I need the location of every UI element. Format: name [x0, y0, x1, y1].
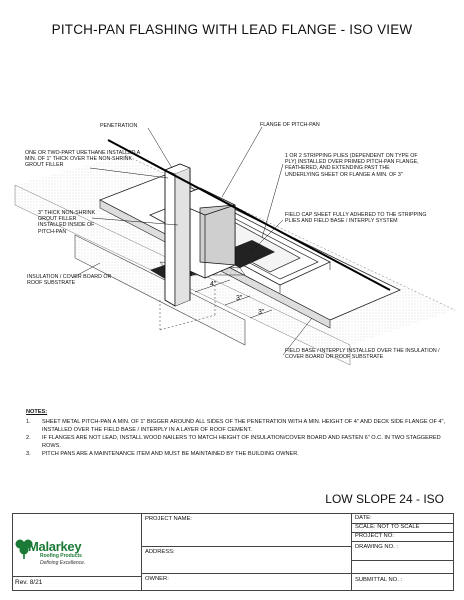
callout-penetration: PENETRATION [100, 123, 138, 129]
row-divider [351, 541, 453, 542]
note-number: 2. [26, 435, 31, 441]
dimension-label-4in: 4" [210, 281, 217, 288]
row-divider [141, 573, 351, 574]
callout-grout: 3" THICK NON-SHRINK GROUT FILLER INSTALLED INSIDE OF PITCH-PAN [38, 210, 96, 235]
row-divider [141, 546, 351, 547]
project-name-label: PROJECT NAME: [145, 516, 192, 522]
penetration-pipe [165, 164, 190, 306]
notes-section [26, 408, 446, 458]
row-divider [351, 573, 453, 574]
scale-label: SCALE: NOT TO SCALE [355, 524, 420, 530]
revision-label: Rev. 8/21 [15, 579, 43, 586]
logo-subtitle: Roofing Products [40, 553, 82, 559]
callout-insulation: INSULATION / COVER BOARD OR ROOF SUBSTRATE [27, 274, 112, 287]
row-divider [351, 560, 453, 561]
callout-stripping: 1 OR 2 STRIPPING PLIES (DEPENDENT ON TYPE OF PLY) INSTALLED OVER PRIMED PITCH-PAN FLANGE, FEATHERED, AND EXTENDING PAST THE UNDERLYING SHEET OR FLANGE A MIN. OF 3" [285, 153, 419, 178]
note-text: PITCH PANS ARE A MAINTENANCE ITEM AND MUST BE MAINTAINED BY THE BUILDING OWNER. [42, 451, 299, 457]
notes-header: NOTES: [26, 409, 48, 415]
note-item [26, 418, 446, 434]
callout-field-base: FIELD BASE / INTERPLY INSTALLED OVER THE INSULATION / COVER BOARD OR ROOF SUBSTRATE [285, 348, 440, 361]
date-label: DATE: [355, 515, 372, 521]
dimension-label-3in-a: 3" [236, 295, 243, 302]
note-text: SHEET METAL PITCH-PAN A MIN. OF 1" BIGGER AROUND ALL SIDES OF THE PENETRATION WITH A MIN. HEIGHT OF 4" AND DECK SIDE FLANGE OF 4", INSTALLED OVER THE FIELD BASE / INTERPLY IN A LAYER OF ROOF CEMENT. [42, 419, 446, 433]
drawing-title: PITCH-PAN FLASHING WITH LEAD FLANGE - ISO VIEW [51, 22, 413, 37]
callout-urethane: ONE OR TWO-PART URETHANE INSTALLED A MIN. OF 1" THICK OVER THE NON-SHRINK GROUT FILLER [25, 150, 140, 169]
logo-name: Malarkey [28, 539, 82, 554]
drawing-no-label: DRAWING NO. : [355, 544, 398, 550]
note-number: 3. [26, 451, 31, 457]
note-item [26, 450, 446, 458]
callout-flange: FLANGE OF PITCH-PAN [260, 122, 320, 128]
note-item [26, 434, 446, 450]
dimension-label-3in-b: 3" [258, 309, 265, 316]
address-label: ADDRESS: [145, 549, 175, 555]
row-divider [13, 576, 141, 577]
logo-cell-divider [141, 514, 142, 590]
sheet-title: LOW SLOPE 24 - ISO [325, 492, 444, 506]
note-text: IF FLANGES ARE NOT LEAD, INSTALL WOOD NAILERS TO MATCH HEIGHT OF INSULATION/COVER BOARD AND FASTEN 6" O.C. IN TWO STAGGERED ROWS. [42, 435, 441, 449]
callout-cap-sheet: FIELD CAP SHEET FULLY ADHERED TO THE STRIPPING PLIES AND FIELD BASE / INTERPLY SYSTEM [285, 212, 427, 225]
logo-tagline: Defining Excellence. [40, 560, 86, 566]
owner-label: OWNER: [145, 576, 169, 582]
note-number: 1. [26, 419, 31, 425]
submittal-no-label: SUBMITTAL NO. : [355, 577, 403, 583]
project-no-label: PROJECT NO: [355, 533, 394, 539]
info-cell-divider [351, 514, 352, 590]
